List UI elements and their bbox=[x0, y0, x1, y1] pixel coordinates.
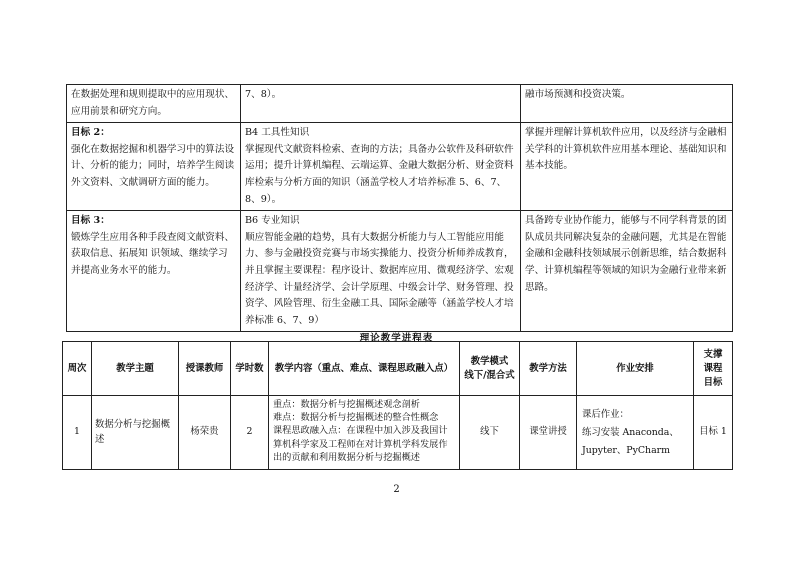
header-homework: 作业安排 bbox=[577, 342, 694, 396]
schedule-caption: 理论教学进程表 bbox=[359, 333, 434, 344]
cell-objective: 目标 1 bbox=[694, 396, 733, 470]
knowledge-cell bbox=[241, 211, 521, 332]
header-mode-line2: 线下/混合式 bbox=[464, 369, 515, 381]
teaching-schedule-table bbox=[62, 341, 733, 470]
table-row bbox=[67, 123, 733, 211]
content-key-point: 重点：数据分析与挖掘概述观念剖析 bbox=[273, 399, 420, 410]
cell-text: 7、8）。 bbox=[245, 89, 282, 100]
homework-label: 课后作业： bbox=[582, 408, 629, 420]
header-objective-line1: 支撑 bbox=[703, 348, 723, 360]
cell-topic: 数据分析与挖掘概述 bbox=[92, 396, 179, 470]
cell-mode: 线下 bbox=[460, 396, 520, 470]
ability-text: 掌握并理解计算机软件应用，以及经济与金融相关学科的计算机软件应用基本理论、基础知识和基本技能。 bbox=[525, 127, 727, 172]
homework-text: 练习安装 Anaconda、Jupyter、PyCharm bbox=[582, 426, 679, 456]
objective-text: 强化在数据挖掘和机器学习中的算法设计、分析的能力；同时，培养学生阅读外文资料、文献调研方面的能力。 bbox=[71, 143, 235, 188]
table-row bbox=[63, 396, 733, 470]
cell-teacher: 杨荣贵 bbox=[179, 396, 231, 470]
header-topic: 教学主题 bbox=[92, 342, 179, 396]
objective-title: 目标 3： bbox=[71, 215, 110, 227]
cell-text: 在数据处理和规则提取中的应用现状、应用前景和研究方向。 bbox=[71, 89, 235, 117]
knowledge-text: 掌握现代文献资料检索、查询的方法；具备办公软件及科研软件运用；提升计算机编程、云端运算、金融大数据分析、财金资料库检索与分析方面的知识（涵盖学校人才培养标准 5、6、7、8、9）。 bbox=[245, 143, 514, 205]
header-mode bbox=[460, 342, 520, 396]
header-method: 教学方法 bbox=[520, 342, 577, 396]
header-teacher: 授课教师 bbox=[179, 342, 231, 396]
page-number: 2 bbox=[393, 484, 400, 495]
table-row bbox=[67, 211, 733, 332]
knowledge-heading: B6 专业知识 bbox=[245, 215, 300, 227]
content-ideology: 课程思政融入点：在课程中加入涉及我国计算机科学家及工程师在对计算机学科发展作出的贡献和利用数据分析与挖掘概述 bbox=[273, 425, 448, 463]
header-content: 教学内容（重点、难点、课程思政融入点） bbox=[269, 342, 460, 396]
header-week: 周次 bbox=[63, 342, 92, 396]
objective-text: 锻炼学生应用各种手段查阅文献资料、获取信息、拓展知 识领域、继续学习并提高业务水平的能力。 bbox=[71, 231, 235, 276]
knowledge-heading: B4 工具性知识 bbox=[245, 127, 310, 139]
header-objective-line2: 课程 bbox=[703, 362, 723, 374]
table-row bbox=[67, 85, 733, 123]
header-objective bbox=[694, 342, 733, 396]
ability-cell bbox=[521, 123, 733, 211]
cell-week: 1 bbox=[63, 396, 92, 470]
objective-title: 目标 2： bbox=[71, 127, 110, 139]
course-objectives-table bbox=[66, 84, 733, 332]
content-difficulty: 难点：数据分析与挖掘概述的整合性概念 bbox=[273, 412, 439, 424]
cell-homework bbox=[577, 396, 694, 470]
ability-cell bbox=[521, 211, 733, 332]
objective-cell bbox=[67, 85, 241, 123]
cell-content bbox=[269, 396, 460, 470]
knowledge-text: 顺应智能金融的趋势，具有大数据分析能力与人工智能应用能力、参与金融投资竞赛与市场实操能力、投资分析师养成教育，并且掌握主要课程：程序设计、数据库应用、微观经济学、宏观经济学、计量经济学、会计学原理、中级会计学、财务管理、投资学、风险管理、衍生金融工具、国际金融等（涵盖学校人才培养标准 6、7、9） bbox=[245, 231, 514, 326]
knowledge-cell bbox=[241, 123, 521, 211]
table-header-row bbox=[63, 342, 733, 396]
knowledge-cell bbox=[241, 85, 521, 123]
ability-cell bbox=[521, 85, 733, 123]
cell-text: 融市场预测和投资决策。 bbox=[525, 89, 631, 100]
header-mode-line1: 教学模式 bbox=[470, 355, 509, 367]
cell-method: 课堂讲授 bbox=[520, 396, 577, 470]
ability-text: 具备跨专业协作能力，能够与不同学科背景的团队成员共同解决复杂的金融问题，尤其是在智能金融和金融科技领域展示创新思维，结合数据科学、计算机编程等领域的知识为金融行业带来新思路。 bbox=[525, 215, 727, 293]
objective-cell bbox=[67, 211, 241, 332]
objective-cell bbox=[67, 123, 241, 211]
cell-hours: 2 bbox=[231, 396, 269, 470]
header-objective-line3: 目标 bbox=[703, 376, 723, 388]
header-hours: 学时数 bbox=[231, 342, 269, 396]
